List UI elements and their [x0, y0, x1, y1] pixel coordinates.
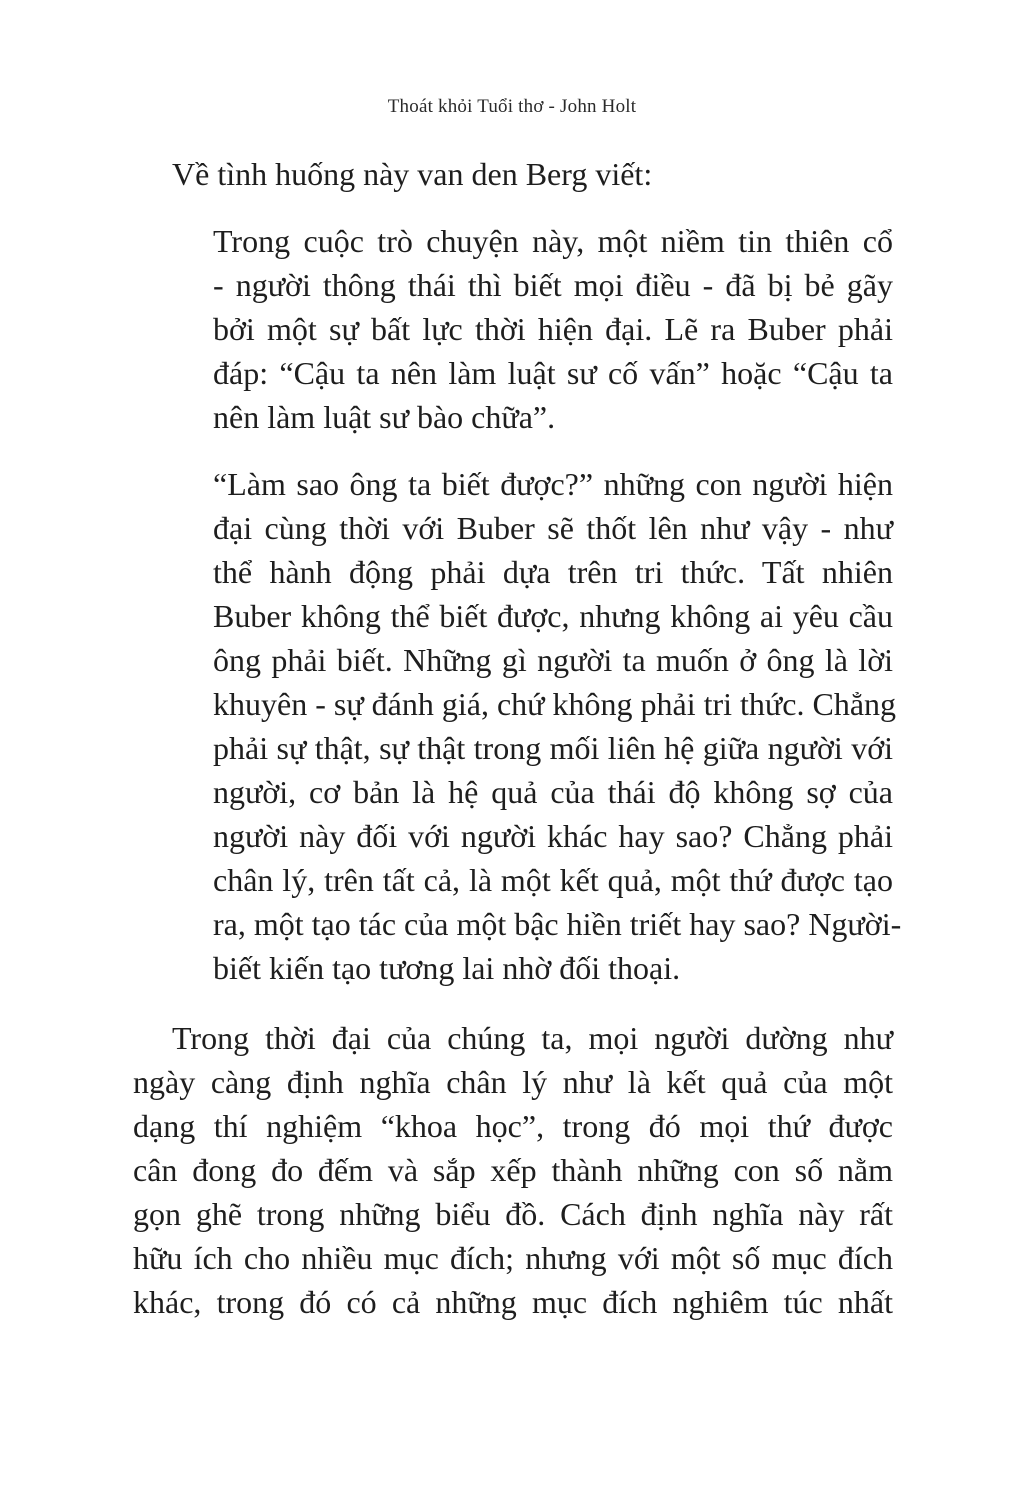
quote-line: khuyên - sự đánh giá, chứ không phải tri thức. Chẳng [213, 686, 897, 722]
quote-line: ra, một tạo tác của một bậc hiền triết hay sao? Người- [213, 906, 902, 942]
quote-line: - người thông thái thì biết mọi điều - đã bị bẻ gãy [213, 267, 893, 303]
quote-line: ông phải biết. Những gì người ta muốn ở ông là lời [213, 642, 893, 678]
quote-line: biết kiến tạo tương lai nhờ đối thoại. [213, 950, 681, 986]
quote-line: người này đối với người khác hay sao? Chẳng phải [213, 818, 893, 854]
body-line: khác, trong đó có cả những mục đích nghiêm túc nhất [133, 1284, 893, 1320]
body-line: hữu ích cho nhiều mục đích; nhưng với một số mục đích [133, 1240, 893, 1276]
quote-line: bởi một sự bất lực thời hiện đại. Lẽ ra Buber phải [213, 311, 893, 347]
body-line: Trong thời đại của chúng ta, mọi người dường như [172, 1020, 893, 1056]
quote-line: đại cùng thời với Buber sẽ thốt lên như vậy - như [213, 510, 893, 546]
quote-line: phải sự thật, sự thật trong mối liên hệ giữa người với [213, 730, 893, 766]
quote-line: thể hành động phải dựa trên tri thức. Tất nhiên [213, 554, 893, 590]
intro-line: Về tình huống này van den Berg viết: [172, 156, 653, 192]
body-line: ngày càng định nghĩa chân lý như là kết quả của một [133, 1064, 893, 1100]
body-line: cân đong đo đếm và sắp xếp thành những con số nằm [133, 1152, 893, 1188]
running-head: Thoát khỏi Tuổi thơ - John Holt [387, 96, 637, 117]
quote-line: Buber không thể biết được, nhưng không ai yêu cầu [213, 598, 893, 634]
quote-line: nên làm luật sư bào chữa”. [213, 399, 556, 435]
body-line: gọn ghẽ trong những biểu đồ. Cách định nghĩa này rất [133, 1196, 893, 1232]
quote-line: chân lý, trên tất cả, là một kết quả, một thứ được tạo [213, 862, 893, 898]
body-line: dạng thí nghiệm “khoa học”, trong đó mọi thứ được [133, 1108, 893, 1144]
quote-line: người, cơ bản là hệ quả của thái độ không sợ của [213, 774, 893, 810]
quote-line: “Làm sao ông ta biết được?” những con người hiện [213, 466, 893, 502]
quote-line: Trong cuộc trò chuyện này, một niềm tin thiên cổ [213, 223, 893, 259]
quote-line: đáp: “Cậu ta nên làm luật sư cố vấn” hoặc “Cậu ta [213, 355, 893, 391]
